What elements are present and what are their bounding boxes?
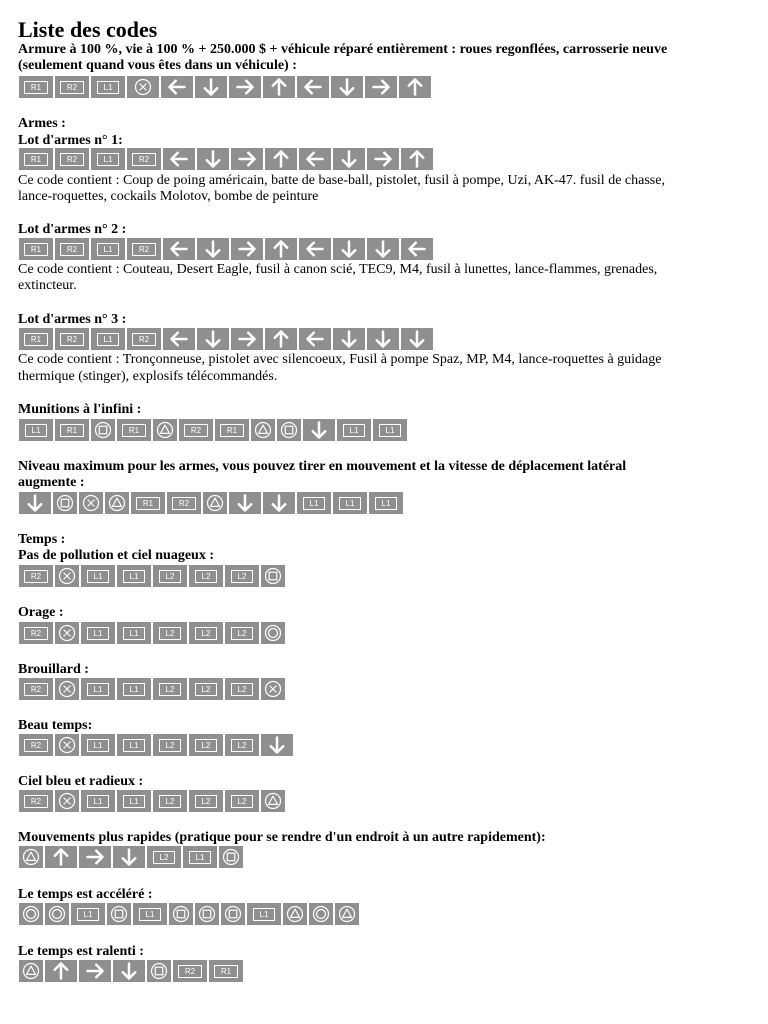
page-title: Liste des codes (18, 17, 158, 42)
square-button-icon (53, 492, 77, 514)
cross-button-icon (55, 790, 79, 812)
section-heading: Munitions à l'infini : (18, 402, 142, 417)
arrow-down-icon (367, 238, 399, 260)
l1-button-icon (337, 419, 371, 441)
l2-button-icon (225, 622, 259, 644)
l1-button-icon (297, 492, 331, 514)
l2-button-icon (153, 678, 187, 700)
button-label: R2 (60, 243, 84, 256)
button-label: L2 (195, 570, 218, 583)
l1-button-icon (91, 148, 125, 170)
arrow-down-icon (19, 492, 51, 514)
r2-button-icon (173, 960, 207, 982)
l1-button-icon (91, 76, 125, 98)
arrow-right-icon (79, 846, 111, 868)
section-heading: Le temps est ralenti : (18, 944, 144, 959)
l1-button-icon (117, 678, 151, 700)
square-button-icon (219, 846, 243, 868)
square-button-icon (261, 565, 285, 587)
square-button-icon (107, 903, 131, 925)
button-label: R1 (214, 965, 238, 978)
l1-button-icon (247, 903, 281, 925)
r2-button-icon (19, 678, 53, 700)
l1-button-icon (81, 678, 115, 700)
arrow-left-icon (163, 238, 195, 260)
button-label: L1 (97, 81, 120, 94)
section-subheading: Lot d'armes n° 1: (18, 133, 123, 148)
button-label: R2 (184, 424, 208, 437)
r1-button-icon (19, 328, 53, 350)
l1-button-icon (91, 328, 125, 350)
arrow-up-icon (263, 76, 295, 98)
arrow-right-icon (365, 76, 397, 98)
section-subheading: Pas de pollution et ciel nuageux : (18, 548, 215, 563)
l1-button-icon (81, 734, 115, 756)
l1-button-icon (81, 622, 115, 644)
r1-button-icon (215, 419, 249, 441)
r1-button-icon (19, 238, 53, 260)
cross-button-icon (127, 76, 159, 98)
button-sequence (19, 678, 285, 700)
l2-button-icon (153, 622, 187, 644)
arrow-down-icon (197, 148, 229, 170)
r2-button-icon (19, 565, 53, 587)
l2-button-icon (225, 678, 259, 700)
l1-button-icon (117, 565, 151, 587)
arrow-down-icon (197, 328, 229, 350)
button-label: L2 (159, 627, 182, 640)
l1-button-icon (71, 903, 105, 925)
button-label: L1 (379, 424, 402, 437)
l1-button-icon (373, 419, 407, 441)
arrow-right-icon (229, 76, 261, 98)
r1-button-icon (55, 419, 89, 441)
arrow-up-icon (265, 328, 297, 350)
section-heading-continued: (seulement quand vous êtes dans un véhicule) : (18, 58, 297, 73)
button-label: R2 (132, 153, 156, 166)
button-label: L1 (123, 570, 146, 583)
button-label: L1 (303, 497, 326, 510)
button-label: R2 (24, 795, 48, 808)
l1-button-icon (117, 734, 151, 756)
cross-button-icon (55, 565, 79, 587)
l1-button-icon (369, 492, 403, 514)
button-label: L2 (153, 851, 176, 864)
r1-button-icon (19, 148, 53, 170)
button-label: R2 (24, 570, 48, 583)
cross-button-icon (55, 678, 79, 700)
button-label: L1 (189, 851, 212, 864)
section-heading: Mouvements plus rapides (pratique pour se rendre d'un endroit à un autre rapidement): (18, 830, 546, 845)
arrow-up-icon (401, 148, 433, 170)
button-label: R1 (122, 424, 146, 437)
l2-button-icon (189, 734, 223, 756)
button-sequence (19, 846, 243, 868)
button-label: L1 (87, 570, 110, 583)
circle-button-icon (45, 903, 69, 925)
button-label: R1 (24, 81, 48, 94)
button-label: R2 (172, 497, 196, 510)
arrow-down-icon (195, 76, 227, 98)
square-button-icon (277, 419, 301, 441)
section-heading: Orage : (18, 605, 64, 620)
l1-button-icon (81, 565, 115, 587)
button-label: L1 (123, 739, 146, 752)
button-sequence (19, 960, 243, 982)
r2-button-icon (179, 419, 213, 441)
l1-button-icon (133, 903, 167, 925)
triangle-button-icon (251, 419, 275, 441)
code-description-continued: lance-roquettes, cockails Molotov, bombe de peinture (18, 189, 319, 204)
r2-button-icon (55, 148, 89, 170)
arrow-left-icon (163, 328, 195, 350)
triangle-button-icon (283, 903, 307, 925)
arrow-down-icon (229, 492, 261, 514)
button-label: L1 (97, 333, 120, 346)
button-label: R2 (24, 627, 48, 640)
button-sequence (19, 76, 431, 98)
arrow-left-icon (401, 238, 433, 260)
arrow-right-icon (231, 238, 263, 260)
button-label: R1 (24, 153, 48, 166)
button-sequence (19, 328, 433, 350)
l1-button-icon (117, 790, 151, 812)
button-label: L2 (195, 795, 218, 808)
arrow-right-icon (231, 148, 263, 170)
button-label: R2 (132, 333, 156, 346)
l1-button-icon (183, 846, 217, 868)
l2-button-icon (189, 678, 223, 700)
button-sequence (19, 565, 285, 587)
button-label: L1 (339, 497, 362, 510)
square-button-icon (91, 419, 115, 441)
arrow-down-icon (197, 238, 229, 260)
triangle-button-icon (335, 903, 359, 925)
arrow-down-icon (113, 846, 145, 868)
l2-button-icon (189, 622, 223, 644)
circle-button-icon (309, 903, 333, 925)
r2-button-icon (19, 734, 53, 756)
cross-button-icon (261, 678, 285, 700)
button-sequence (19, 148, 433, 170)
arrow-left-icon (299, 148, 331, 170)
r2-button-icon (55, 76, 89, 98)
l2-button-icon (189, 565, 223, 587)
code-description-continued: thermique (stinger), explosifs télécommandés. (18, 369, 278, 384)
cross-button-icon (55, 734, 79, 756)
button-label: L1 (139, 908, 162, 921)
section-heading: Ciel bleu et radieux : (18, 774, 144, 789)
button-label: L2 (231, 627, 254, 640)
circle-button-icon (19, 903, 43, 925)
button-label: L2 (231, 570, 254, 583)
button-sequence (19, 238, 433, 260)
triangle-button-icon (19, 846, 43, 868)
r1-button-icon (209, 960, 243, 982)
button-sequence (19, 903, 359, 925)
code-description: Ce code contient : Tronçonneuse, pistolet avec silencoeux, Fusil à pompe Spaz, MP, M4, lance-roquettes à guidage (18, 352, 662, 367)
section-heading: Temps : (18, 532, 66, 547)
button-label: L1 (123, 795, 146, 808)
section-heading: Lot d'armes n° 3 : (18, 312, 127, 327)
button-label: L2 (159, 570, 182, 583)
button-label: R2 (24, 683, 48, 696)
l2-button-icon (189, 790, 223, 812)
button-label: L2 (195, 627, 218, 640)
arrow-up-icon (265, 238, 297, 260)
button-label: R1 (136, 497, 160, 510)
triangle-button-icon (19, 960, 43, 982)
triangle-button-icon (153, 419, 177, 441)
r1-button-icon (19, 76, 53, 98)
button-label: L1 (87, 683, 110, 696)
button-sequence (19, 790, 285, 812)
r2-button-icon (55, 238, 89, 260)
button-label: L1 (77, 908, 100, 921)
circle-button-icon (261, 622, 285, 644)
l1-button-icon (91, 238, 125, 260)
arrow-down-icon (263, 492, 295, 514)
button-label: L2 (159, 795, 182, 808)
r2-button-icon (55, 328, 89, 350)
button-label: L1 (253, 908, 276, 921)
button-sequence (19, 419, 407, 441)
button-label: L1 (25, 424, 48, 437)
r2-button-icon (127, 148, 161, 170)
button-label: L1 (97, 153, 120, 166)
section-heading: Lot d'armes n° 2 : (18, 222, 127, 237)
arrow-right-icon (367, 148, 399, 170)
l2-button-icon (153, 734, 187, 756)
l1-button-icon (81, 790, 115, 812)
arrow-down-icon (401, 328, 433, 350)
section-heading: Beau temps: (18, 718, 93, 733)
button-label: L1 (123, 683, 146, 696)
code-description: Ce code contient : Coup de poing américain, batte de base-ball, pistolet, fusil à pompe, Uzi, AK-47. fusil de chasse, (18, 173, 665, 188)
l2-button-icon (225, 565, 259, 587)
arrow-down-icon (333, 328, 365, 350)
button-label: L1 (343, 424, 366, 437)
button-label: R2 (24, 739, 48, 752)
arrow-up-icon (399, 76, 431, 98)
section-heading: Armure à 100 %, vie à 100 % + 250.000 $ + véhicule réparé entièrement : roues regonflées, carrosserie neuve (18, 42, 668, 57)
button-label: L2 (231, 795, 254, 808)
arrow-left-icon (299, 328, 331, 350)
button-label: R1 (60, 424, 84, 437)
button-label: R1 (24, 333, 48, 346)
button-label: R1 (24, 243, 48, 256)
section-heading: Brouillard : (18, 662, 89, 677)
arrow-down-icon (113, 960, 145, 982)
section-heading: Le temps est accéléré : (18, 887, 153, 902)
arrow-down-icon (303, 419, 335, 441)
arrow-down-icon (261, 734, 293, 756)
button-label: R2 (178, 965, 202, 978)
button-label: L2 (159, 739, 182, 752)
button-label: R2 (132, 243, 156, 256)
arrow-left-icon (299, 238, 331, 260)
triangle-button-icon (105, 492, 129, 514)
arrow-down-icon (333, 238, 365, 260)
button-sequence (19, 492, 403, 514)
code-description: Ce code contient : Couteau, Desert Eagle, fusil à canon scié, TEC9, M4, fusil à lunettes, lance-flammes, grenades, (18, 262, 658, 277)
button-label: R2 (60, 81, 84, 94)
l1-button-icon (19, 419, 53, 441)
section-heading: Armes : (18, 116, 66, 131)
button-label: L2 (195, 683, 218, 696)
l2-button-icon (153, 790, 187, 812)
button-label: L1 (97, 243, 120, 256)
button-label: R1 (220, 424, 244, 437)
button-label: L1 (87, 795, 110, 808)
square-button-icon (169, 903, 193, 925)
arrow-up-icon (45, 960, 77, 982)
arrow-left-icon (163, 148, 195, 170)
arrow-down-icon (333, 148, 365, 170)
r2-button-icon (167, 492, 201, 514)
r1-button-icon (117, 419, 151, 441)
cross-button-icon (55, 622, 79, 644)
l2-button-icon (225, 734, 259, 756)
button-sequence (19, 622, 285, 644)
arrow-right-icon (231, 328, 263, 350)
arrow-up-icon (45, 846, 77, 868)
button-label: L1 (87, 627, 110, 640)
code-description-continued: extincteur. (18, 278, 77, 293)
r2-button-icon (19, 622, 53, 644)
arrow-right-icon (79, 960, 111, 982)
button-sequence (19, 734, 293, 756)
section-heading-continued: augmente : (18, 475, 85, 490)
l2-button-icon (147, 846, 181, 868)
r1-button-icon (131, 492, 165, 514)
r2-button-icon (127, 328, 161, 350)
square-button-icon (195, 903, 219, 925)
triangle-button-icon (203, 492, 227, 514)
arrow-down-icon (331, 76, 363, 98)
l1-button-icon (333, 492, 367, 514)
button-label: R2 (60, 153, 84, 166)
square-button-icon (147, 960, 171, 982)
arrow-up-icon (265, 148, 297, 170)
button-label: L1 (123, 627, 146, 640)
square-button-icon (221, 903, 245, 925)
cross-button-icon (79, 492, 103, 514)
arrow-down-icon (367, 328, 399, 350)
button-label: R2 (60, 333, 84, 346)
l1-button-icon (117, 622, 151, 644)
button-label: L2 (195, 739, 218, 752)
button-label: L2 (231, 683, 254, 696)
button-label: L2 (231, 739, 254, 752)
triangle-button-icon (261, 790, 285, 812)
l2-button-icon (153, 565, 187, 587)
button-label: L1 (87, 739, 110, 752)
arrow-left-icon (297, 76, 329, 98)
button-label: L1 (375, 497, 398, 510)
r2-button-icon (19, 790, 53, 812)
section-heading: Niveau maximum pour les armes, vous pouvez tirer en mouvement et la vitesse de déplacement latéral (18, 459, 627, 474)
l2-button-icon (225, 790, 259, 812)
r2-button-icon (127, 238, 161, 260)
arrow-left-icon (161, 76, 193, 98)
button-label: L2 (159, 683, 182, 696)
